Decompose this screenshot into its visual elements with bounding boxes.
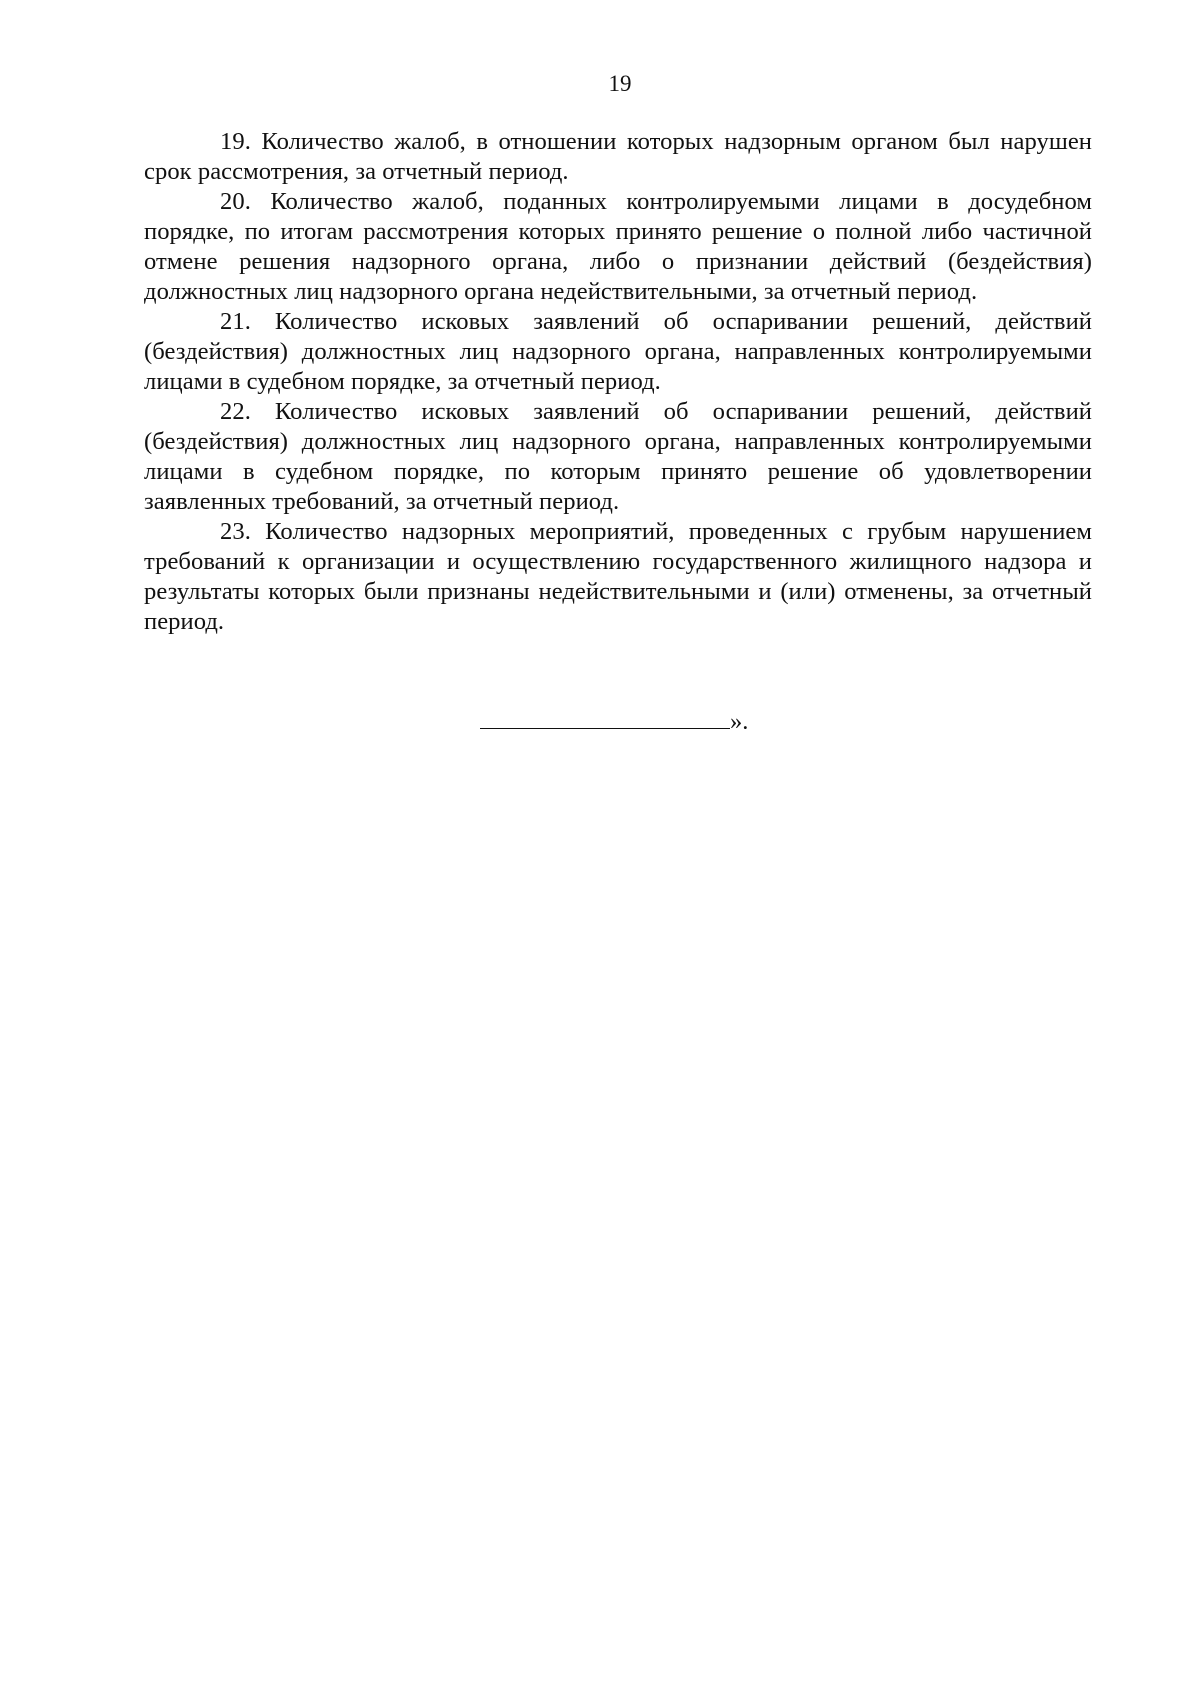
paragraph-item-21: 21. Количество исковых заявлений об оспаривании решений, действий (бездействия) должностных лиц надзорного органа, направленных контролируемыми лицами в судебном порядке, за отчетный период. (144, 308, 1092, 395)
paragraph-item-22: 22. Количество исковых заявлений об оспаривании решений, действий (бездействия) должностных лиц надзорного органа, направленных контролируемыми лицами в судебном порядке, по которым принято решение об удовлетворении заявленных требований, за отчетный период. (144, 398, 1092, 515)
paragraph-item-19: 19. Количество жалоб, в отношении которых надзорным органом был нарушен срок рассмотрения, за отчетный период. (144, 128, 1092, 185)
document-body (144, 127, 1092, 637)
closing-line (480, 706, 748, 737)
closing-quote-mark: ». (730, 708, 749, 735)
paragraph-item-20: 20. Количество жалоб, поданных контролируемыми лицами в досудебном порядке, по итогам рассмотрения которых принято решение о полной либо частичной отмене решения надзорного органа, либо о признании действий (бездействия) должностных лиц надзорного органа недействительными, за отчетный период. (144, 188, 1092, 305)
separator-underline (480, 706, 730, 729)
paragraph-item-23: 23. Количество надзорных мероприятий, проведенных с грубым нарушением требований к организации и осуществлению государственного жилищного надзора и результаты которых были признаны недействительными и (или) отменены, за отчетный период. (144, 518, 1092, 635)
page-number: 19 (608, 71, 632, 96)
